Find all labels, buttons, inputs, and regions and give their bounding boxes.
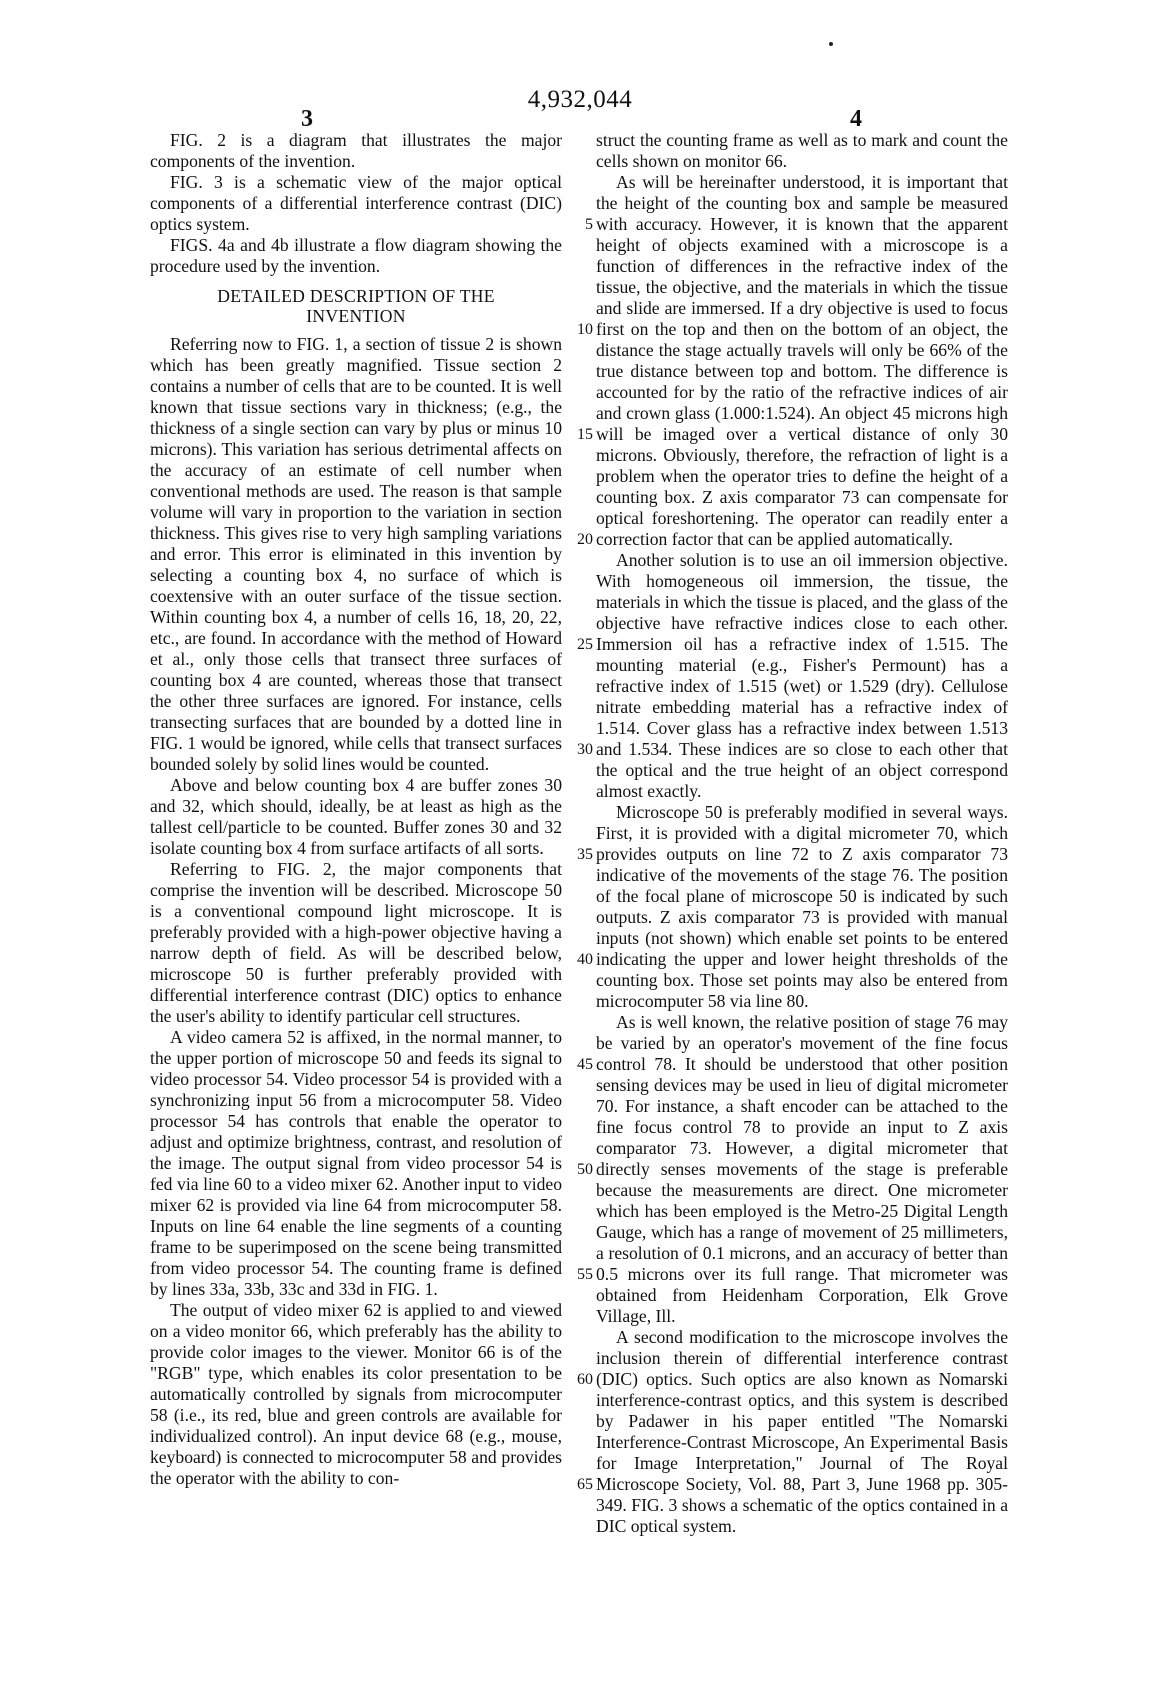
- speck-mark: [829, 42, 833, 46]
- paragraph: The output of video mixer 62 is applied to and viewed on a video monitor 66, which preferably has the ability to provide color images to the viewer. Monitor 66 is of the "RGB" type, which enables its color presentation to be automatically controlled by signals from microcomputer 58 (i.e., its red, blue and green controls are available for individualized control). An input device 68 (e.g., mouse, keyboard) is connected to microcomputer 58 and provides the operator with the ability to con-: [150, 1300, 562, 1488]
- line-number: 60: [577, 1371, 593, 1388]
- paragraph: Another solution is to use an oil immersion objective. With homogeneous oil immersion, the tissue, the materials in which the tissue is placed, and the glass of the objective have refractive indices close to each other. Immersion oil has a refractive index of 1.515. The mounting material (e.g., Fisher's Permount) has a refractive index of 1.515 (wet) or 1.529 (dry). Cellulose nitrate embedding material has a refractive index of 1.514. Cover glass has a refractive index between 1.513 and 1.534. These indices are so close to each other that the optical and the true height of an object correspond almost exactly.: [596, 550, 1008, 801]
- line-number: 45: [577, 1056, 593, 1073]
- paragraph: A video camera 52 is affixed, in the normal manner, to the upper portion of microscope 50 and feeds its signal to video processor 54. Video processor 54 is provided with a synchronizing input 56 from a microcomputer 58. Video processor 54 has controls that enable the operator to adjust and optimize brightness, contrast, and resolution of the image. The output signal from video processor 54 is fed via line 60 to a video mixer 62. Another input to video mixer 62 is provided via line 64 from microcomputer 58. Inputs on line 64 enable the line segments of a counting frame to be superimposed on the scene being transmitted from video processor 54. The counting frame is defined by lines 33a, 33b, 33c and 33d in FIG. 1.: [150, 1027, 562, 1299]
- paragraph: Referring now to FIG. 1, a section of tissue 2 is shown which has been greatly magnified. Tissue section 2 contains a number of cells that are to be counted. It is well known that tissue sections vary in thickness; (e.g., the thickness of a single section can vary by plus or minus 10 microns). This variation has serious detrimental affects on the accuracy of an estimate of cell number when conventional methods are used. The reason is that sample volume will vary in proportion to the variation in section thickness. This gives rise to very high sampling variations and error. This error is eliminated in this invention by selecting a counting box 4, no surface of which is coextensive with an outer surface of the tissue section. Within counting box 4, a number of cells 16, 18, 20, 22, etc., are found. In accordance with the method of Howard et al., only those cells that transect three surfaces of counting box 4 are counted, whereas those that transect the other three surfaces are ignored. For instance, cells transecting surfaces that are bounded by a dotted line in FIG. 1 would be ignored, while cells that transect surfaces bounded solely by solid lines would be counted.: [150, 334, 562, 774]
- line-number: 55: [577, 1266, 593, 1283]
- line-number: 20: [577, 531, 593, 548]
- paragraph: Referring to FIG. 2, the major components that comprise the invention will be described. Microscope 50 is a conventional compound light microscope. It is preferably provided with a high-power objective having a narrow depth of field. As will be described below, microscope 50 is further preferably provided with differential interference contrast (DIC) optics to enhance the user's ability to identify particular cell structures.: [150, 859, 562, 1026]
- paragraph: As is well known, the relative position of stage 76 may be varied by an operator's movement of the fine focus control 78. It should be understood that other position sensing devices may be used in lieu of digital micrometer 70. For instance, a shaft encoder can be attached to the fine focus control 78 to provide an input to Z axis comparator 73. However, a digital micrometer that directly senses movements of the stage is preferable because the measurements are direct. One micrometer which has been employed is the Metro-25 Digital Length Gauge, which has a range of movement of 25 millimeters, a resolution of 0.1 microns, and an accuracy of better than 0.5 microns over its full range. That micrometer was obtained from Heidenham Corporation, Elk Grove Village, Ill.: [596, 1012, 1008, 1326]
- line-number: 25: [577, 636, 593, 653]
- line-number: 5: [585, 216, 593, 233]
- paragraph: FIG. 3 is a schematic view of the major optical components of a differential interference contrast (DIC) optics system.: [150, 172, 562, 234]
- line-number: 35: [577, 846, 593, 863]
- right-text-column: [596, 130, 1008, 1537]
- section-heading: DETAILED DESCRIPTION OF THE INVENTION: [217, 286, 495, 326]
- paragraph: struct the counting frame as well as to mark and count the cells shown on monitor 66.: [596, 130, 1008, 171]
- line-number: 50: [577, 1161, 593, 1178]
- patent-number: 4,932,044: [527, 86, 633, 113]
- paragraph: As will be hereinafter understood, it is important that the height of the counting box and sample be measured with accuracy. However, it is known that the apparent height of objects examined with a microscope is a function of differences in the refractive index of the tissue, the objective, and the materials in which the tissue and slide are immersed. If a dry objective is used to focus first on the top and then on the bottom of an object, the distance the stage actually travels will only be 66% of the true distance between top and bottom. The difference is accounted for by the ratio of the refractive indices of air and crown glass (1.000:1.524). An object 45 microns high will be imaged over a vertical distance of only 30 microns. Obviously, therefore, the refraction of light is a problem when the operator tries to define the height of a counting box. Z axis comparator 73 can compensate for optical foreshortening. The operator can readily enter a correction factor that can be applied automatically.: [596, 172, 1008, 549]
- line-number: 30: [577, 741, 593, 758]
- column-number-left: 3: [301, 106, 313, 132]
- line-number: 15: [577, 426, 593, 443]
- line-number: 40: [577, 951, 593, 968]
- line-number: 10: [577, 321, 593, 338]
- line-number-gutter: [559, 130, 593, 1530]
- paragraph: FIGS. 4a and 4b illustrate a flow diagram showing the procedure used by the invention.: [150, 235, 562, 276]
- paragraph: Above and below counting box 4 are buffer zones 30 and 32, which should, ideally, be at least as high as the tallest cell/particle to be counted. Buffer zones 30 and 32 isolate counting box 4 from surface artifacts of all sorts.: [150, 775, 562, 858]
- paragraph: A second modification to the microscope involves the inclusion therein of differential interference contrast (DIC) optics. Such optics are also known as Nomarski interference-contrast optics, and this system is described by Padawer in his paper entitled "The Nomarski Interference-Contrast Microscope, An Experimental Basis for Image Interpretation," Journal of The Royal Microscope Society, Vol. 88, Part 3, June 1968 pp. 305-349. FIG. 3 shows a schematic of the optics contained in a DIC optical system.: [596, 1327, 1008, 1536]
- paragraph: FIG. 2 is a diagram that illustrates the major components of the invention.: [150, 130, 562, 171]
- left-text-column: [150, 130, 562, 1489]
- column-number-right: 4: [850, 106, 862, 132]
- paragraph: Microscope 50 is preferably modified in several ways. First, it is provided with a digital micrometer 70, which provides outputs on line 72 to Z axis comparator 73 indicative of the movements of the stage 76. The position of the focal plane of microscope 50 is indicated by such outputs. Z axis comparator 73 is provided with manual inputs (not shown) which enable set points to be entered indicating the upper and lower height thresholds of the counting box. Those set points may also be entered from microcomputer 58 via line 80.: [596, 802, 1008, 1011]
- line-number: 65: [577, 1476, 593, 1493]
